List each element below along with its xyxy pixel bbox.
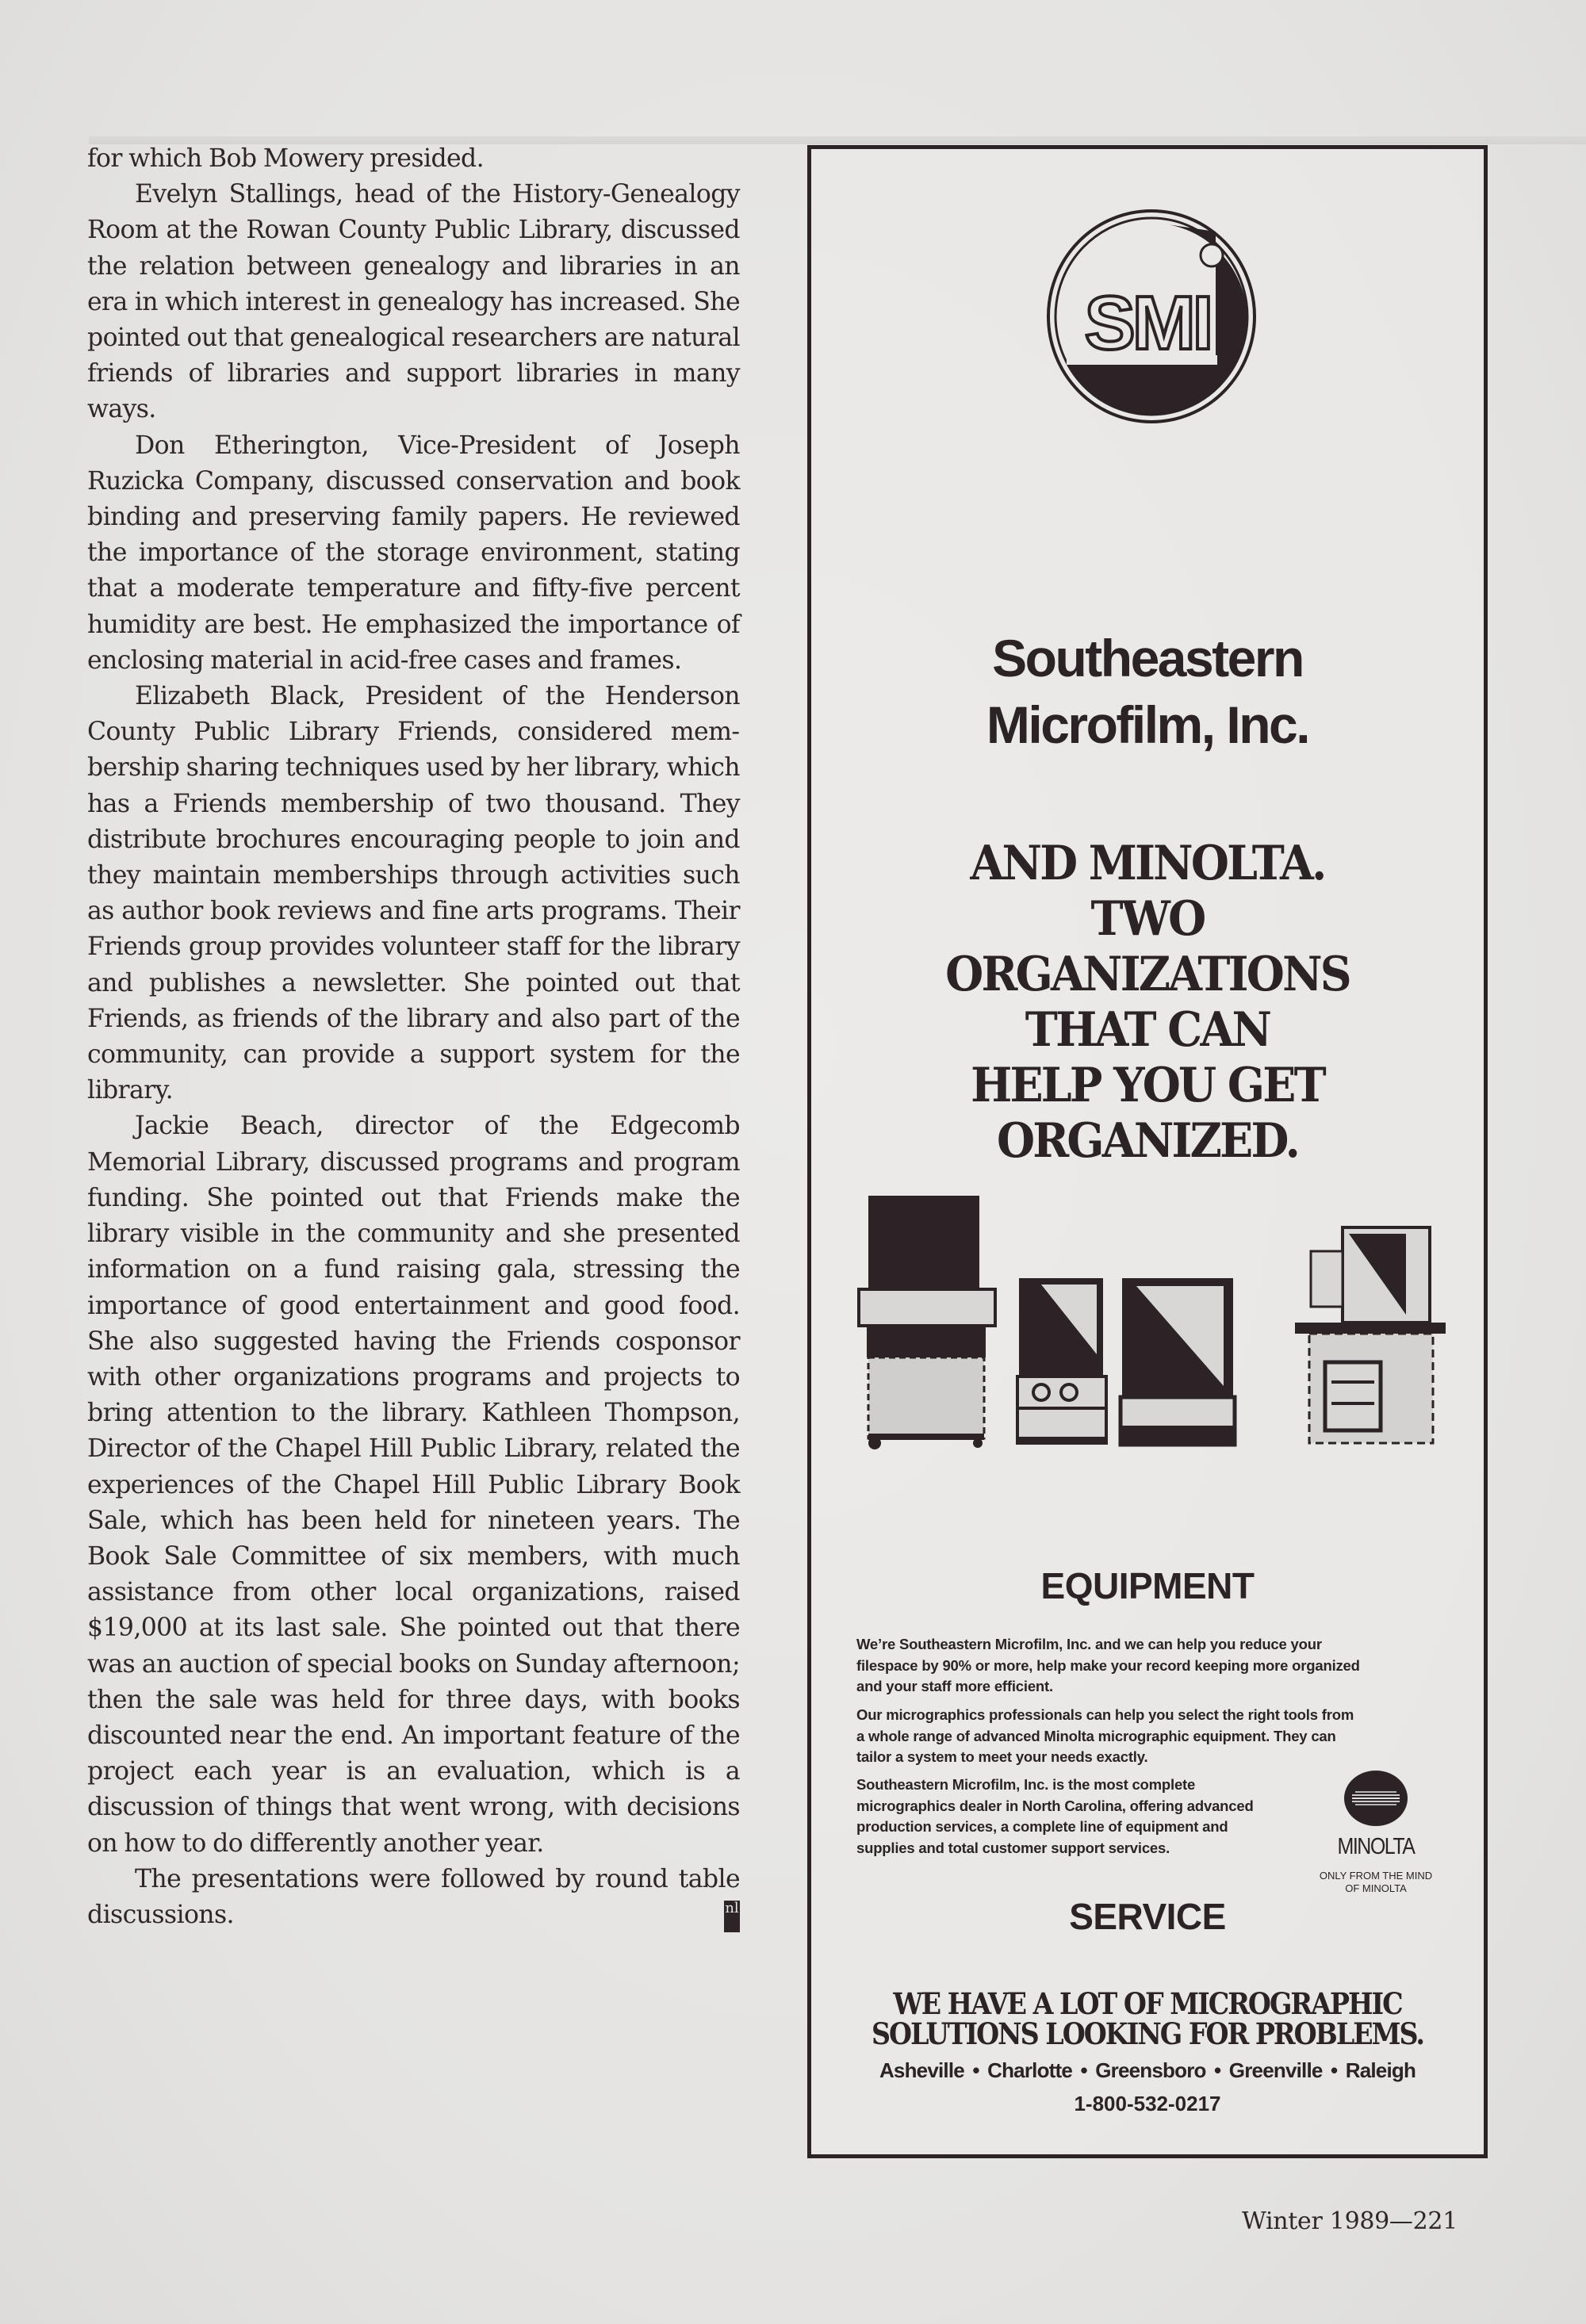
city: Raleigh <box>1345 2058 1416 2082</box>
reader-small-icon <box>1017 1278 1106 1445</box>
city: Charlotte <box>987 2058 1073 2082</box>
ad-slogan <box>811 1986 1484 2051</box>
article-paragraph: Don Etherington, Vice-President of Joseph Ruzicka Company, discussed conservation and book binding and preserving family papers. He reviewed the importance of the storage environment, stating that a moderate temperature and fifty-five percent humidity are best. He emphasized the importance of enclosing material in acid-free cases and frames. <box>87 431 740 675</box>
company-line: Southeastern <box>992 629 1303 687</box>
ad-copy-paragraph <box>856 1775 1261 1859</box>
company-line: Microfilm, Inc. <box>986 695 1309 754</box>
minolta-logo <box>1297 1770 1455 1895</box>
service-heading: SERVICE <box>1069 1896 1226 1937</box>
ad-cities-list <box>811 2058 1484 2083</box>
headline-line: TWO <box>1090 891 1205 947</box>
reader-printer-cabinet-icon <box>859 1196 995 1449</box>
smi-logo-text: SMI <box>1084 281 1211 366</box>
article-paragraph-last <box>87 1862 740 1933</box>
ad-copy-paragraph <box>856 1634 1364 1698</box>
ad-headline <box>811 836 1484 1169</box>
headline-line: AND MINOLTA. <box>970 836 1325 891</box>
ad-copy-text: We’re Southeastern Microfilm, Inc. and we can help you reduce your filespace by 90% or more, help make your record keeping more organized and your staff more efficient. <box>856 1636 1360 1694</box>
article-column <box>87 141 740 1933</box>
bullet-separator-icon: • <box>972 2058 979 2082</box>
minolta-tagline <box>1297 1870 1455 1895</box>
article-paragraph: Jackie Beach, director of the Edgecomb Memorial Library, discussed programs and program funding. She pointed out that Friends make the library visible in the community and she presented information on a fund raising gala, stressing the importance of good entertainment and good food. She also suggested having the Friends cosponsor with other organizations programs and projects to bring attention to the library. Kathleen Thompson, Director of the Chapel Hill Public Library, related the experiences of the Chapel Hill Public Library Book Sale, which has been held for nineteen years. The Book Sale Committee of six members, with much assistance from other local organizations, raised $19,000 at its last sale. She pointed out that there was an auction of special books on Sunday afternoon; then the sale was held for three days, with books discounted near the end. An important feature of the project each year is an evaluation, which is a discussion of things that went wrong, with decisions on how to do differently another year. <box>87 1112 740 1858</box>
reader-large-icon <box>1121 1278 1235 1445</box>
article-paragraph: for which Bob Mowery presided. <box>87 144 485 173</box>
end-of-article-icon: nl <box>724 1901 740 1932</box>
headline-line: ORGANIZED. <box>996 1113 1299 1169</box>
workstation-icon <box>1295 1227 1446 1443</box>
city: Greenville <box>1228 2058 1323 2082</box>
article-paragraph: Elizabeth Black, President of the Henderson County Public Library Friends, considered membership sharing techniques used by her library, which has a Friends membership of two thousand. They distribute brochures encouraging people to join and they maintain memberships through activities such as author book reviews and fine arts programs. Their Friends group provides volunteer staff for the library and publishes a newsletter. She pointed out that Friends, as friends of the library and also part of the community, can provide a support system for the library. <box>87 682 740 1105</box>
article-paragraph: Evelyn Stallings, head of the History-Genealogy Room at the Rowan County Public Library, discussed the relation between genealogy and libraries in an era in which interest in genealogy has increased. She pointed out that genealogical researchers are natural friends of libraries and support libraries in many ways. <box>87 180 740 424</box>
minolta-wordmark: MINOLTA <box>1337 1833 1415 1860</box>
ad-phone-number: 1-800-532-0217 <box>1074 2092 1221 2115</box>
headline-line: THAT CAN <box>1025 1002 1270 1058</box>
ad-copy-paragraph <box>856 1705 1364 1768</box>
smi-logo-icon <box>1043 208 1260 425</box>
city: Greensboro <box>1095 2058 1206 2082</box>
ad-copy-text: Our micrographics professionals can help you select the right tools from a whole range of advanced Minolta micrographic equipment. They can tailor a system to meet your needs exactly. <box>856 1706 1354 1765</box>
ad-company-name <box>811 625 1484 758</box>
microfilm-equipment-image <box>851 1196 1454 1449</box>
article-paragraph-text: The presentations were followed by round table discussions. <box>87 1864 740 1929</box>
advertisement <box>807 145 1488 2158</box>
tagline-line: ONLY FROM THE MIND <box>1319 1870 1433 1882</box>
bullet-separator-icon: • <box>1080 2058 1087 2082</box>
headline-line: ORGANIZATIONS <box>945 947 1350 1002</box>
slogan-line: SOLUTIONS LOOKING FOR PROBLEMS. <box>871 2016 1424 2051</box>
bullet-separator-icon: • <box>1330 2058 1338 2082</box>
city: Asheville <box>879 2058 964 2082</box>
equipment-heading: EQUIPMENT <box>1040 1565 1255 1606</box>
headline-line: HELP YOU GET <box>971 1058 1324 1113</box>
minolta-globe-icon <box>1343 1770 1409 1827</box>
ad-copy-text: Southeastern Microfilm, Inc. is the most complete micrographics dealer in North Carolina, offering advanced production services, a complete line of equipment and supplies and total customer support services. <box>856 1776 1254 1856</box>
bullet-separator-icon: • <box>1214 2058 1221 2082</box>
tagline-line: OF MINOLTA <box>1345 1882 1407 1894</box>
page-footer-issue-page: Winter 1989—221 <box>1241 2207 1458 2235</box>
slogan-line: WE HAVE A LOT OF MICROGRAPHIC <box>893 1986 1402 2021</box>
